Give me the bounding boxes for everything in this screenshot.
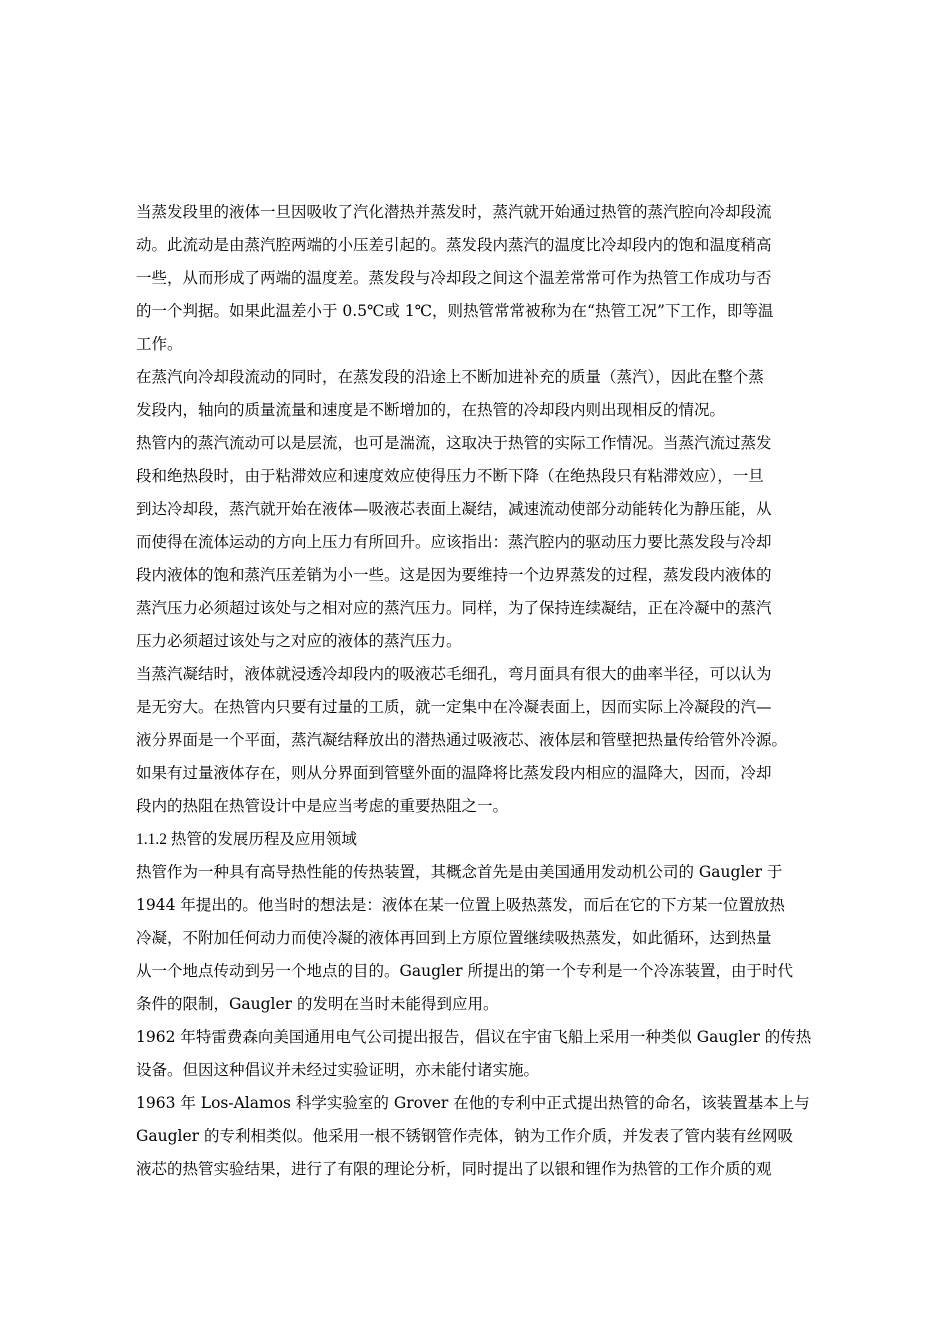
text-line: 液分界面是一个平面，蒸汽凝结释放出的潜热通过吸液芯、液体层和管壁把热量传给管外冷源。	[136, 731, 788, 749]
text-line: 发段内，轴向的质量流量和速度是不断增加的，在热管的冷却段内则出现相反的情况。	[136, 401, 726, 419]
text-line: 段内的热阻在热管设计中是应当考虑的重要热阻之一。	[136, 797, 509, 815]
text-line: 设备。但因这种倡议并未经过实验证明，亦未能付诸实施。	[136, 1061, 540, 1079]
text-line: 当蒸发段里的液体一旦因吸收了汽化潜热并蒸发时，蒸汽就开始通过热管的蒸汽腔向冷却段流	[136, 203, 772, 221]
text-line: 1962 年特雷费森向美国通用电气公司提出报告，倡议在宇宙飞船上采用一种类似 Gaugler 的传热	[136, 1028, 812, 1046]
text-line: 动。此流动是由蒸汽腔两端的小压差引起的。蒸发段内蒸汽的温度比冷却段内的饱和温度稍高	[136, 236, 772, 254]
text-line: 如果有过量液体存在，则从分界面到管壁外面的温降将比蒸发段内相应的温降大，因而，冷却	[136, 764, 772, 782]
text-line: 热管内的蒸汽流动可以是层流，也可是湍流，这取决于热管的实际工作情况。当蒸汽流过蒸发	[136, 434, 772, 452]
text-line: 的一个判据。如果此温差小于 0.5℃或 1℃，则热管常常被称为在“热管工况”下工作，即等温	[136, 302, 774, 320]
text-line: 1944 年提出的。他当时的想法是：液体在某一位置上吸热蒸发，而后在它的下方某一位置放热	[136, 896, 785, 914]
text-line: 从一个地点传动到另一个地点的目的。Gaugler 所提出的第一个专利是一个冷冻装置，由于时代	[136, 962, 793, 980]
text-line: 蒸汽压力必须超过该处与之相对应的蒸汽压力。同样，为了保持连续凝结，正在冷凝中的蒸汽	[136, 599, 772, 617]
text-line: 当蒸汽凝结时，液体就浸透冷却段内的吸液芯毛细孔，弯月面具有很大的曲率半径，可以认为	[136, 665, 772, 683]
text-line: 段和绝热段时，由于粘滞效应和速度效应使得压力不断下降（在绝热段只有粘滞效应），一旦	[136, 467, 764, 485]
text-line: 一些，从而形成了两端的温度差。蒸发段与冷却段之间这个温差常常可作为热管工作成功与否	[136, 269, 772, 287]
text-line: 热管作为一种具有高导热性能的传热装置，其概念首先是由美国通用发动机公司的 Gaugler 于	[136, 863, 783, 881]
text-line: 而使得在流体运动的方向上压力有所回升。应该指出：蒸汽腔内的驱动压力要比蒸发段与冷却	[136, 533, 772, 551]
document-body	[136, 196, 836, 1186]
text-line: 工作。	[136, 335, 183, 353]
text-line: 条件的限制，Gaugler 的发明在当时未能得到应用。	[136, 995, 499, 1013]
text-line: 1963 年 Los-Alamos 科学实验室的 Grover 在他的专利中正式提出热管的命名，该装置基本上与	[136, 1094, 810, 1112]
text-line: 压力必须超过该处与之对应的液体的蒸汽压力。	[136, 632, 462, 650]
text-line: 段内液体的饱和蒸汽压差销为小一些。这是因为要维持一个边界蒸发的过程，蒸发段内液体的	[136, 566, 772, 584]
text-line: 冷凝，不附加任何动力而使冷凝的液体再回到上方原位置继续吸热蒸发，如此循环，达到热量	[136, 929, 772, 947]
text-line: Gaugler 的专利相类似。他采用一根不锈钢管作壳体，钠为工作介质，并发表了管内装有丝网吸	[136, 1127, 793, 1145]
text-line: 液芯的热管实验结果，进行了有限的理论分析，同时提出了以银和锂作为热管的工作介质的观	[136, 1160, 772, 1178]
text-line: 在蒸汽向冷却段流动的同时，在蒸发段的沿途上不断加进补充的质量（蒸汽），因此在整个蒸	[136, 368, 764, 386]
text-line: 是无穷大。在热管内只要有过量的工质，就一定集中在冷凝表面上，因而实际上冷凝段的汽—	[136, 698, 772, 716]
text-line: 到达冷却段，蒸汽就开始在液体—吸液芯表面上凝结，减速流动使部分动能转化为静压能，从	[136, 500, 772, 518]
section-heading: 1.1.2 热管的发展历程及应用领域	[136, 831, 357, 848]
